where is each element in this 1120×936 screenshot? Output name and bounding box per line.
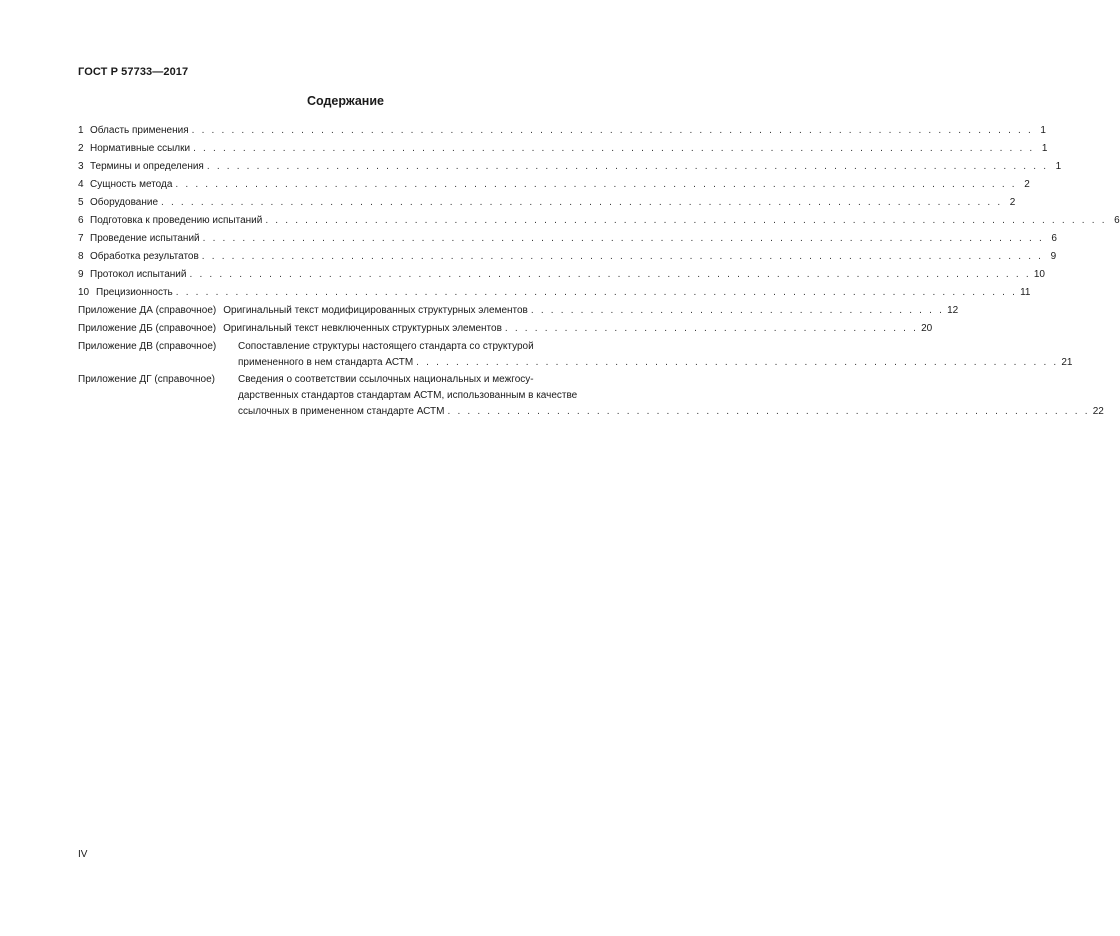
toc-entry-page: 21 — [1061, 357, 1073, 368]
annex-title-line: дарственных стандартов стандартам АСТМ, использованным в качестве — [238, 390, 578, 401]
toc-entry-number: 5 — [78, 197, 84, 208]
toc-leader-dots: . . . . . . . . . . . . . . . . . . . . . . . . . . . . . . . . . . . . . . . . . . . . . . . . . . . . . . . . . . . . . . . . . . . . . . . . . . . . . . . . . . . . . — [189, 269, 1031, 280]
toc-leader-dots: . . . . . . . . . . . . . . . . . . . . . . . . . . . . . . . . . . . . . . . . . . . . . . . . . . . . . . . . . . . . . . . . . . . . . . . . . . . . . . . . . . . . . — [161, 197, 1003, 208]
toc-leader-dots: . . . . . . . . . . . . . . . . . . . . . . . . . . . . . . . . . . . . . . . . . . . . . . . . . . . . . . . . . . . . . . . . . . . . . . . . . . . . . . . . . . . . . — [175, 287, 1018, 298]
table-of-contents — [78, 122, 1120, 420]
toc-entry-number: 4 — [78, 179, 84, 190]
annex-title-block — [238, 339, 1073, 371]
toc-leader-dots: . . . . . . . . . . . . . . . . . . . . . . . . . . . . . . . . . . . . . . . . . . . . . . . . . . . . . . . . . . . . . . . . . . . . . . . . . . . . . . . . . . . . . — [201, 251, 1044, 262]
annex-title-line: ссылочных в примененном стандарте АСТМ — [238, 406, 445, 417]
toc-annex-entry[interactable] — [78, 302, 959, 320]
toc-entry-page: 6 — [1114, 215, 1120, 226]
toc-entry-number: 1 — [78, 125, 84, 136]
toc-leader-dots: . . . . . . . . . . . . . . . . . . . . . . . . . . . . . . . . . . . . . . . . . . . . . . . . . . . . . . . . . . . . . . . . . . . . . . . . . . . . . . . . . . . . . — [202, 233, 1044, 244]
toc-entry-label: Обработка результатов — [90, 251, 199, 262]
toc-entry-label: Термины и определения — [90, 161, 204, 172]
toc-entry-page: 11 — [1020, 287, 1031, 298]
annex-title-line: Сопоставление структуры настоящего стандарта со структурой — [238, 341, 534, 352]
page-number: IV — [78, 849, 88, 860]
toc-entry-number: 6 — [78, 215, 84, 226]
annex-prefix: Приложение ДГ (справочное) — [78, 374, 215, 385]
toc-entry[interactable] — [78, 122, 1046, 140]
annex-title-last-line — [238, 404, 1104, 420]
annex-prefix: Приложение ДВ (справочное) — [78, 341, 217, 352]
toc-leader-dots: . . . . . . . . . . . . . . . . . . . . . . . . . . . . . . . . . . . . . . . . . . . . . . . . . . . . . . . . . . . . . . . . . . . . . . . . . . . . . . . . . . . . . — [191, 125, 1033, 136]
toc-entry-label: Протокол испытаний — [90, 269, 187, 280]
toc-annex-entry[interactable] — [78, 320, 933, 338]
annex-title-line: Сведения о соответствии ссылочных национальных и межгосу- — [238, 374, 534, 385]
toc-leader-dots: . . . . . . . . . . . . . . . . . . . . . . . . . . . . . . . . . . . . . . . . . . . . . . . . . . . . . . . . . . . . . . . . . . . . . . . . . . . . . . . . . . . . . — [193, 143, 1035, 154]
toc-entry[interactable] — [78, 284, 1031, 302]
annex-title-line: примененного в нем стандарта АСТМ — [238, 357, 414, 368]
toc-entry[interactable] — [78, 248, 1057, 266]
toc-entry-number: 3 — [78, 161, 84, 172]
toc-entry[interactable] — [78, 266, 1045, 284]
toc-leader-dots: . . . . . . . . . . . . . . . . . . . . . . . . . . . . . . . . . . . . . . . . . . . . . . . . . . . . . . . . . . . . . . . . . — [416, 357, 1059, 368]
toc-entry-page: 1 — [1041, 143, 1048, 154]
toc-entry-number: 9 — [78, 269, 84, 280]
annex-title-last-line — [238, 355, 1073, 371]
toc-leader-dots: . . . . . . . . . . . . . . . . . . . . . . . . . . . . . . . . . . . . . . . . . . — [504, 323, 919, 334]
toc-entry[interactable] — [78, 194, 1016, 212]
toc-entry-page: 1 — [1055, 161, 1062, 172]
toc-entry-page: 20 — [921, 323, 933, 334]
toc-entry-label: Нормативные ссылки — [90, 143, 191, 154]
document-code: ГОСТ Р 57733—2017 — [78, 66, 189, 78]
toc-leader-dots: . . . . . . . . . . . . . . . . . . . . . . . . . . . . . . . . . . . . . . . . . . . . . . . . . . . . . . . . . . . . . . . . . . . . . . . . . . . . . . . . . . . . . — [206, 161, 1049, 172]
toc-entry-number: 7 — [78, 233, 84, 244]
toc-entry-label: Подготовка к проведению испытаний — [90, 215, 263, 226]
toc-leader-dots: . . . . . . . . . . . . . . . . . . . . . . . . . . . . . . . . . . . . . . . . . . . . . . . . . . . . . . . . . . . . . . . . . . . . . . . . . . . . . . . . . . . . . — [265, 215, 1107, 226]
toc-annex-entry[interactable] — [78, 372, 1104, 420]
toc-leader-dots: . . . . . . . . . . . . . . . . . . . . . . . . . . . . . . . . . . . . . . . . . . . . . . . . . . . . . . . . . . . . . . . . . — [447, 406, 1090, 417]
toc-entry-page: 12 — [947, 305, 959, 316]
toc-entry-page: 9 — [1050, 251, 1057, 262]
toc-entry-page: 2 — [1009, 197, 1016, 208]
toc-entry-label: Область применения — [90, 125, 189, 136]
toc-entry-label: Проведение испытаний — [90, 233, 200, 244]
toc-leader-dots: . . . . . . . . . . . . . . . . . . . . . . . . . . . . . . . . . . . . . . . . . . . . . . . . . . . . . . . . . . . . . . . . . . . . . . . . . . . . . . . . . . . . . — [175, 179, 1017, 190]
toc-entry[interactable] — [78, 230, 1057, 248]
toc-entry-number: 8 — [78, 251, 84, 262]
toc-entry-page: 10 — [1033, 269, 1045, 280]
toc-entry-number: 2 — [78, 143, 84, 154]
toc-annex-entry[interactable] — [78, 339, 1073, 371]
toc-entry-number: 10 — [78, 287, 90, 298]
toc-entry-label: Прецизионность — [96, 287, 173, 298]
toc-entry[interactable] — [78, 158, 1062, 176]
annex-prefix: Приложение ДБ (справочное) — [78, 323, 217, 334]
toc-entry-page: 2 — [1024, 179, 1030, 190]
annex-prefix: Приложение ДА (справочное) — [78, 305, 217, 316]
toc-entry[interactable] — [78, 212, 1120, 230]
annex-title: Оригинальный текст невключенных структурных элементов — [223, 323, 502, 334]
toc-entry-page: 1 — [1040, 125, 1046, 136]
toc-entry-page: 22 — [1092, 406, 1104, 417]
toc-entry[interactable] — [78, 176, 1030, 194]
toc-entry-page: 6 — [1051, 233, 1057, 244]
annex-title-block — [238, 372, 1104, 420]
annex-title: Оригинальный текст модифицированных структурных элементов — [223, 305, 528, 316]
toc-entry-label: Сущность метода — [90, 179, 173, 190]
toc-leader-dots: . . . . . . . . . . . . . . . . . . . . . . . . . . . . . . . . . . . . . . . . . . — [530, 305, 945, 316]
page-title: Содержание — [306, 94, 384, 108]
toc-entry[interactable] — [78, 140, 1048, 158]
toc-entry-label: Оборудование — [90, 197, 159, 208]
